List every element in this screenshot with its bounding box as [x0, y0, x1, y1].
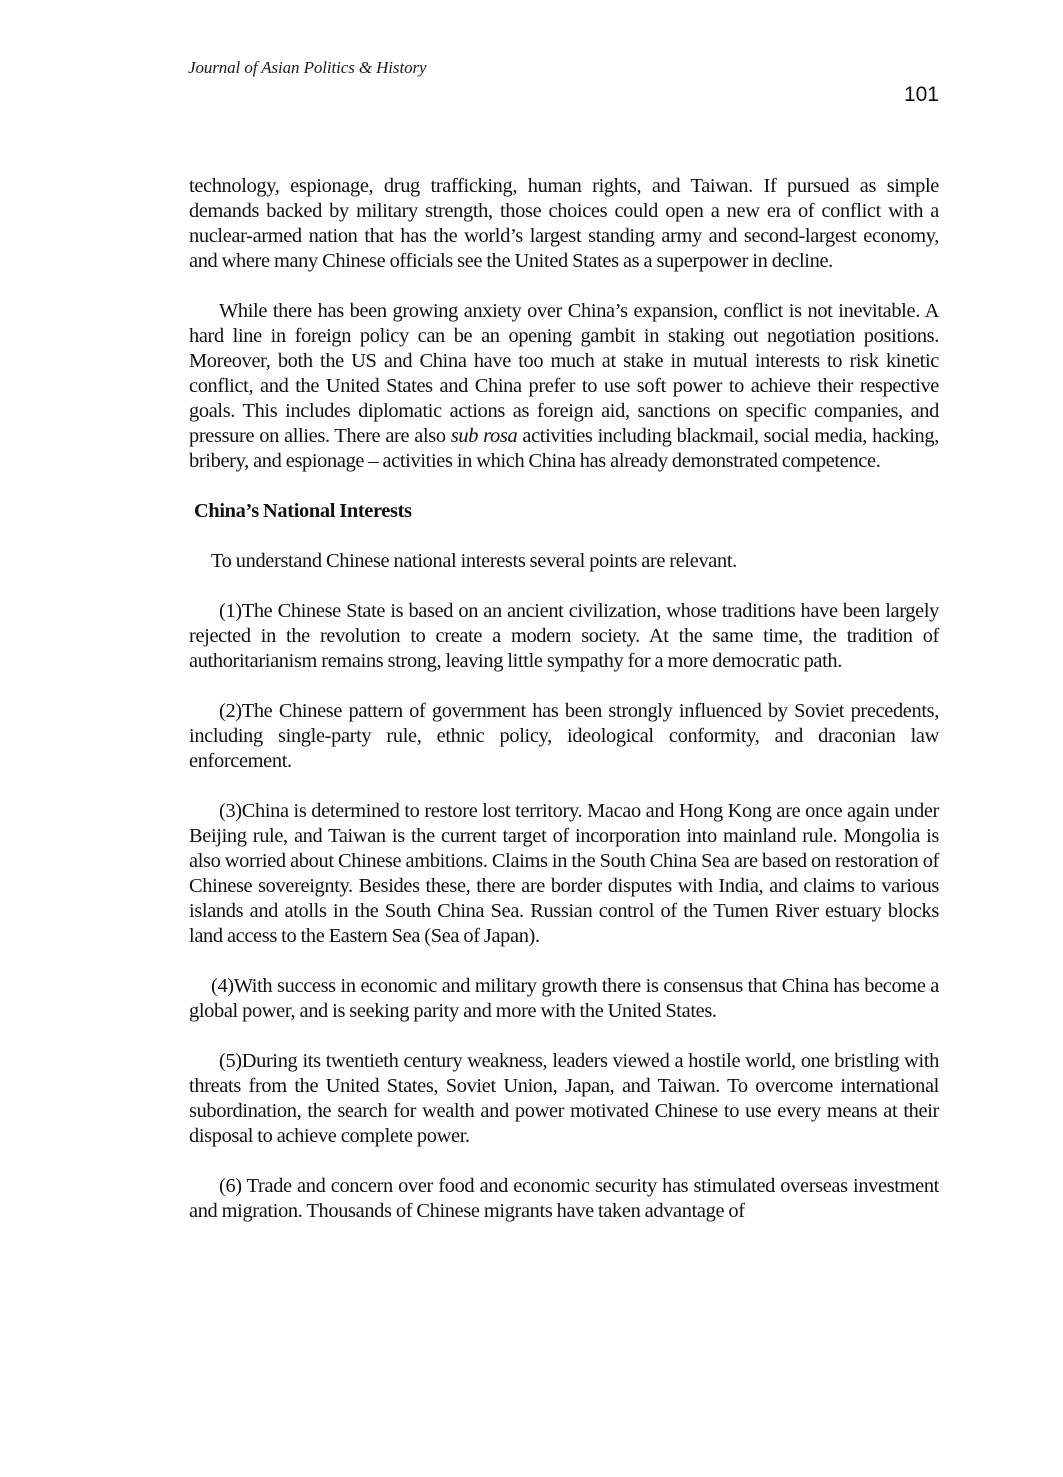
paragraph-text: While there has been growing anxiety over China’s expansion, conflict is not inevitable. A hard line in foreign policy can be an opening gambit in staking out negotiation positions. Moreover, both the US and China have too much at stake in mutual interests to risk kinetic conflict, and the United States and China prefer to use soft power to achieve their respective goals. This includes diplomatic actions as foreign aid, sanctions on specific companies, and pressure on allies. There are also	[189, 300, 939, 447]
paragraph-text-tail: activities including blackmail, social media, hacking, bribery, and espionage – activities in which China has already demonstrated competence.	[189, 425, 939, 472]
point-5: (5)During its twentieth century weakness, leaders viewed a hostile world, one bristling with threats from the United States, Soviet Union, Japan, and Taiwan. To overcome international subordination, the search for wealth and power motivated Chinese to use every means at their disposal to achieve complete power.	[189, 1050, 939, 1147]
section-heading: China’s National Interests	[194, 500, 412, 522]
italic-term-sub-rosa: sub rosa	[450, 425, 518, 447]
point-4: (4)With success in economic and military growth there is consensus that China has become a global power, and is seeking parity and more with the United States.	[189, 975, 939, 1022]
point-1: (1)The Chinese State is based on an ancient civilization, whose traditions have been largely rejected in the revolution to create a modern society. At the same time, the tradition of authoritarianism remains strong, leaving little sympathy for a more democratic path.	[189, 600, 939, 672]
page-number: 101	[903, 83, 939, 106]
section-intro: To understand Chinese national interests several points are relevant.	[211, 550, 737, 572]
paragraph-conflict-not-inevitable	[189, 299, 939, 474]
running-head-journal-title: Journal of Asian Politics & History	[188, 58, 427, 77]
paragraph-continuation: technology, espionage, drug trafficking, human rights, and Taiwan. If pursued as simple demands backed by military strength, those choices could open a new era of conflict with a nuclear-armed nation that has the world’s largest standing army and second-largest economy, and where many Chinese officials see the United States as a superpower in decline.	[189, 175, 939, 272]
point-2: (2)The Chinese pattern of government has been strongly influenced by Soviet precedents, including single-party rule, ethnic policy, ideological conformity, and draconian law enforcement.	[189, 700, 939, 772]
point-6: (6) Trade and concern over food and economic security has stimulated overseas investment and migration. Thousands of Chinese migrants have taken advantage of	[189, 1175, 939, 1222]
article-body	[189, 174, 939, 1224]
point-3: (3)China is determined to restore lost territory. Macao and Hong Kong are once again under Beijing rule, and Taiwan is the current target of incorporation into mainland rule. Mongolia is also worried about Chinese ambitions. Claims in the South China Sea are based on restoration of Chinese sovereignty. Besides these, there are border disputes with India, and claims to various islands and atolls in the South China Sea. Russian control of the Tumen River estuary blocks land access to the Eastern Sea (Sea of Japan).	[189, 800, 939, 947]
